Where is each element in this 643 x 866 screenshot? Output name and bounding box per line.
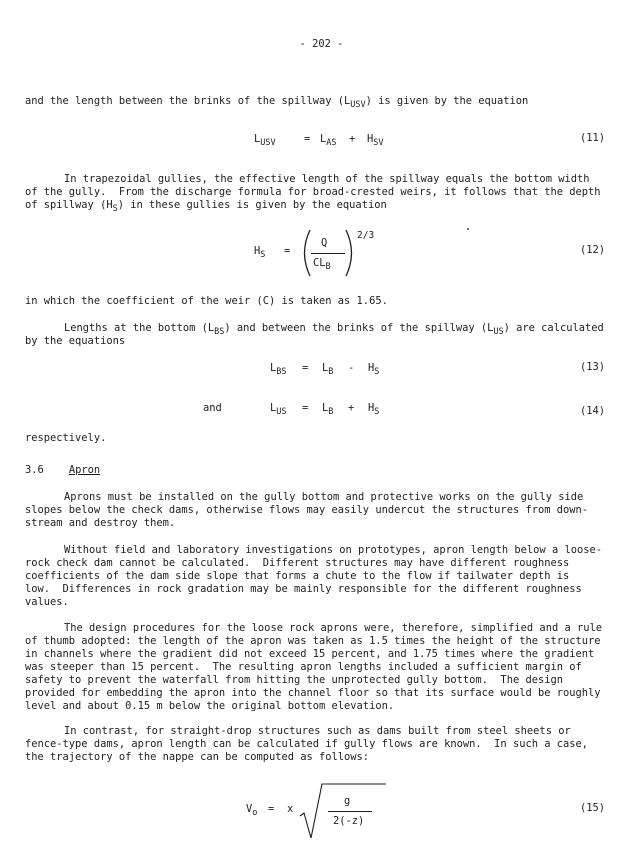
denominator: $CL_B$ [313,257,331,272]
eq13-term2: $H_S$ [368,362,380,377]
text-line: Without field and laboratory investigations on prototypes, apron length below a loose- [64,544,602,556]
text-line: safety to prevent the waterfall from hitting the unprotected gully bottom. The design [25,674,563,686]
paragraph-intro [25,95,529,110]
eq11-equals: = [304,133,311,145]
text-line: of thumb adopted: the length of the apron was taken as 1.5 times the height of the structure [25,635,601,647]
text-line: was steeper than 15 percent. The resulting apron lengths included a sufficient margin of [25,661,582,673]
equation-number: (15) [580,802,606,814]
text-line: Lengths at the bottom $(L_{BS})$ and between the brinks of the spillway $(L_{US})$ are calculated [64,322,604,337]
fraction-bar [328,811,372,812]
stray-mark [466,227,470,231]
eq11-term1: $L_{AS}$ [320,133,337,148]
text-line: rock check dam cannot be calculated. Different structures may have different roughness [25,557,570,569]
text-line: fence-type dams, apron length can be calculated if gully flows are known. In such a case, [25,738,589,750]
eq12-exponent: 2/3 [357,230,375,241]
section-heading [25,465,100,475]
text-line: of the gully. From the discharge formula for broad-crested weirs, it follows that the depth [25,186,601,198]
equation-number: (13) [580,361,606,373]
denominator: 2(-z) [333,815,365,827]
text-line: The design procedures for the loose rock aprons were, therefore, simplified and a rule [64,622,602,634]
eq15-lhs: $V_o$ [246,803,258,818]
eq14-plus: + [348,402,355,414]
eq14-equals: = [302,402,309,414]
text: and the length between the brinks of the spillway (L [25,95,351,107]
eq11-term2: $H_{SV}$ [367,133,384,148]
text-line: In contrast, for straight-drop structures such as dams built from steel sheets or [64,725,571,737]
equation-number: (11) [580,132,606,144]
eq14-lhs: $L_{US}$ [270,402,287,417]
text-line: stream and destroy them. [25,517,176,529]
eq12-lhs: $H_S$ [254,245,266,260]
equation-number: (12) [580,244,606,256]
eq11-plus: + [349,133,356,145]
paragraph-coefficient: in which the coefficient of the weir (C) is taken as 1.65. [25,295,388,307]
fraction-bar [311,253,345,254]
text-line: low. Differences in rock gradation may be mainly responsible for the different roughness [25,583,582,595]
right-paren [344,228,358,278]
eq14-term1: $L_B$ [322,402,334,417]
text-line: coefficients of the dam side slope that forms a chute to the flow if tailwater depth is [25,570,570,582]
text-line: level and about 0.15 m below the original bottom elevation. [25,700,395,712]
numerator: Q [321,237,328,249]
section-number: 3.6 [25,464,44,476]
eq15-equals: = [268,803,275,815]
eq13-term1: $L_B$ [322,362,334,377]
text-line: by the equations [25,335,126,347]
left-paren [298,228,312,278]
page-number: - 202 - [299,38,344,50]
eq13-lhs: $L_{BS}$ [270,362,287,377]
paragraph-respectively: respectively. [25,432,107,444]
text-line: slopes below the check dams, otherwise flows may easily undercut the structures from down- [25,504,589,516]
eq14-term2: $H_S$ [368,402,380,417]
eq11-lhs: $L_{USV}$ [254,133,276,148]
eq13-minus: - [348,362,355,374]
section-title: Apron [68,464,101,476]
eq15-x: x [287,803,294,815]
text-line: of spillway $(H_S)$ in these gullies is given by the equation [25,199,387,214]
eq13-equals: = [302,362,309,374]
text-line: provided for embedding the apron into the channel floor so that its surface would be roughly [25,687,601,699]
text-line: Aprons must be installed on the gully bottom and protective works on the gully side [64,491,584,503]
equation-number: (14) [580,405,606,417]
text-line: In trapezoidal gullies, the effective length of the spillway equals the bottom width [64,173,590,185]
numerator: g [344,795,351,807]
text-line: the trajectory of the nappe can be computed as follows: [25,751,370,763]
eq14-and: and [203,402,222,414]
subscript: USV [350,100,366,110]
eq12-equals: = [284,245,291,257]
text-line: in channels where the gradient did not exceed 15 percent, and 1.75 times where the gradient [25,648,595,660]
text: ) is given by the equation [365,95,529,107]
text-line: values. [25,596,69,608]
